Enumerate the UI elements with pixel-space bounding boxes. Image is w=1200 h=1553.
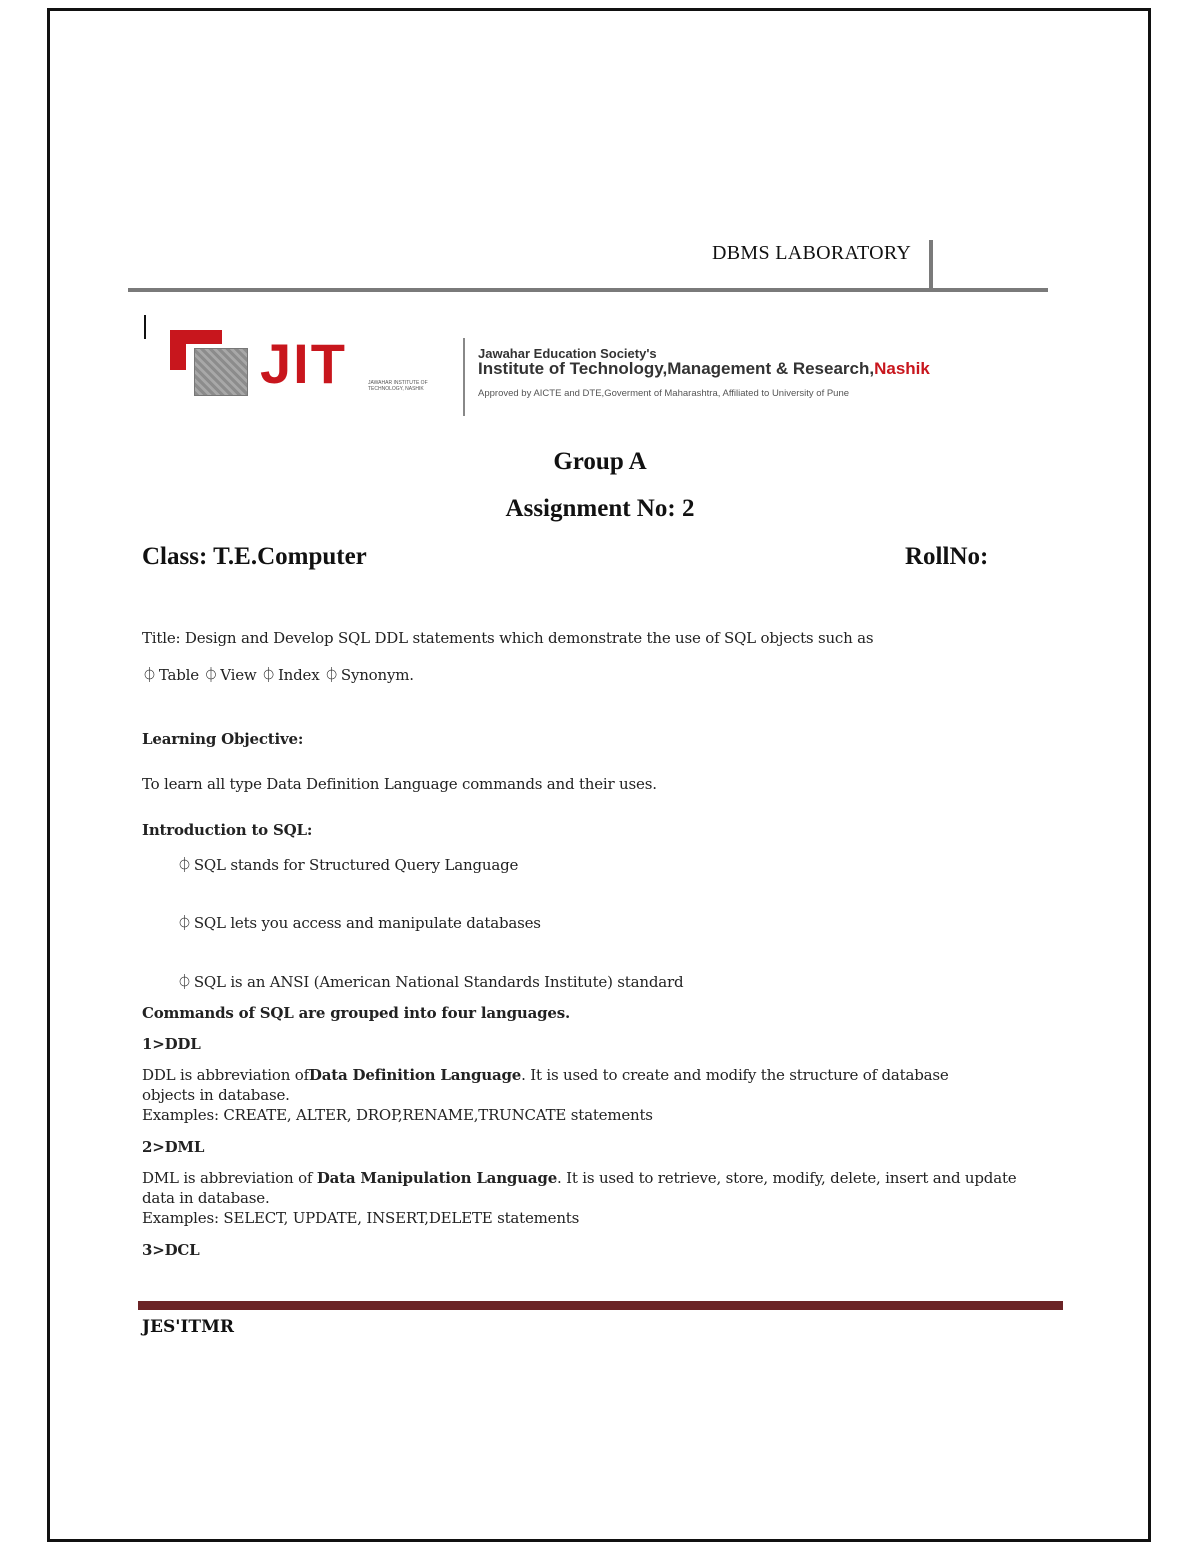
intro-bullet — [177, 854, 518, 875]
ddl-description-line2: objects in database. — [142, 1086, 290, 1104]
dml-description-line2: data in database. — [142, 1189, 270, 1207]
roll-label: RollNo: — [905, 543, 989, 570]
clock-bullet-icon: ⏀ — [261, 666, 276, 684]
dml-examples: Examples: SELECT, UPDATE, INSERT,DELETE statements — [142, 1209, 580, 1227]
learning-text: To learn all type Data Definition Language commands and their uses. — [142, 775, 657, 793]
group-title: Group A — [553, 448, 647, 475]
text-cursor — [144, 315, 146, 339]
society-name: Jawahar Education Society's — [478, 346, 657, 361]
ddl-post: . It is used to create and modify the structure of database — [521, 1066, 949, 1084]
jit-logo — [170, 328, 450, 408]
approval-text: Approved by AICTE and DTE,Goverment of Maharashtra, Affiliated to University of Pune — [478, 388, 850, 399]
learning-heading: Learning Objective: — [142, 730, 304, 748]
assignment-title: Assignment No: 2 — [505, 495, 695, 522]
intro-bullet — [177, 971, 683, 992]
clock-bullet-icon: ⏀ — [324, 666, 339, 684]
header-title: DBMS LABORATORY — [712, 242, 912, 264]
ddl-pre: DDL is abbreviation of — [142, 1066, 309, 1084]
dml-pre: DML is abbreviation of — [142, 1169, 317, 1187]
object-item: Table — [158, 666, 199, 684]
footer-rule — [138, 1301, 1063, 1310]
commands-heading: Commands of SQL are grouped into four languages. — [142, 1004, 571, 1022]
object-item: Synonym. — [340, 666, 414, 684]
institute-main: Institute of Technology,Management & Research, — [478, 359, 875, 378]
ddl-description — [142, 1066, 949, 1084]
intro-bullet-text: SQL stands for Structured Query Language — [193, 856, 519, 874]
footer-text: JES'ITMR — [142, 1317, 235, 1337]
logo-brand: JIT — [260, 332, 347, 395]
logo-divider — [463, 338, 465, 416]
intro-bullet-text: SQL lets you access and manipulate databases — [193, 914, 541, 932]
title-line: Title: Design and Develop SQL DDL statements which demonstrate the use of SQL objects such as — [142, 629, 874, 647]
clock-bullet-icon: ⏀ — [203, 666, 219, 684]
dcl-label: 3>DCL — [142, 1241, 200, 1259]
dml-post: . It is used to retrieve, store, modify, delete, insert and update — [557, 1169, 1017, 1187]
clock-bullet-icon: ⏀ — [177, 973, 192, 991]
ddl-term: Data Definition Language — [308, 1066, 522, 1084]
clock-bullet-icon: ⏀ — [177, 856, 192, 874]
intro-bullet — [177, 912, 541, 933]
class-label: Class: T.E.Computer — [142, 543, 367, 570]
header-rule — [128, 288, 1048, 292]
logo-brand-sub: JAWAHAR INSTITUTE OF TECHNOLOGY, NASHIK — [368, 380, 428, 392]
dml-label: 2>DML — [142, 1138, 205, 1156]
dml-term: Data Manipulation Language — [316, 1169, 558, 1187]
intro-heading: Introduction to SQL: — [142, 821, 313, 839]
intro-bullet-text: SQL is an ANSI (American National Standards Institute) standard — [193, 973, 684, 991]
clock-bullet-icon: ⏀ — [142, 666, 157, 684]
object-item: View — [220, 666, 257, 684]
header-divider — [929, 240, 933, 290]
dml-description — [142, 1169, 1016, 1187]
logo-red-side — [170, 330, 186, 370]
logo-tree-icon — [194, 348, 248, 396]
sql-objects-list — [142, 664, 414, 685]
ddl-examples: Examples: CREATE, ALTER, DROP,RENAME,TRUNCATE statements — [142, 1106, 653, 1124]
object-item: Index — [277, 666, 320, 684]
clock-bullet-icon: ⏀ — [177, 914, 192, 932]
institute-city: Nashik — [874, 359, 930, 378]
ddl-label: 1>DDL — [142, 1035, 201, 1053]
institute-name — [478, 359, 930, 379]
